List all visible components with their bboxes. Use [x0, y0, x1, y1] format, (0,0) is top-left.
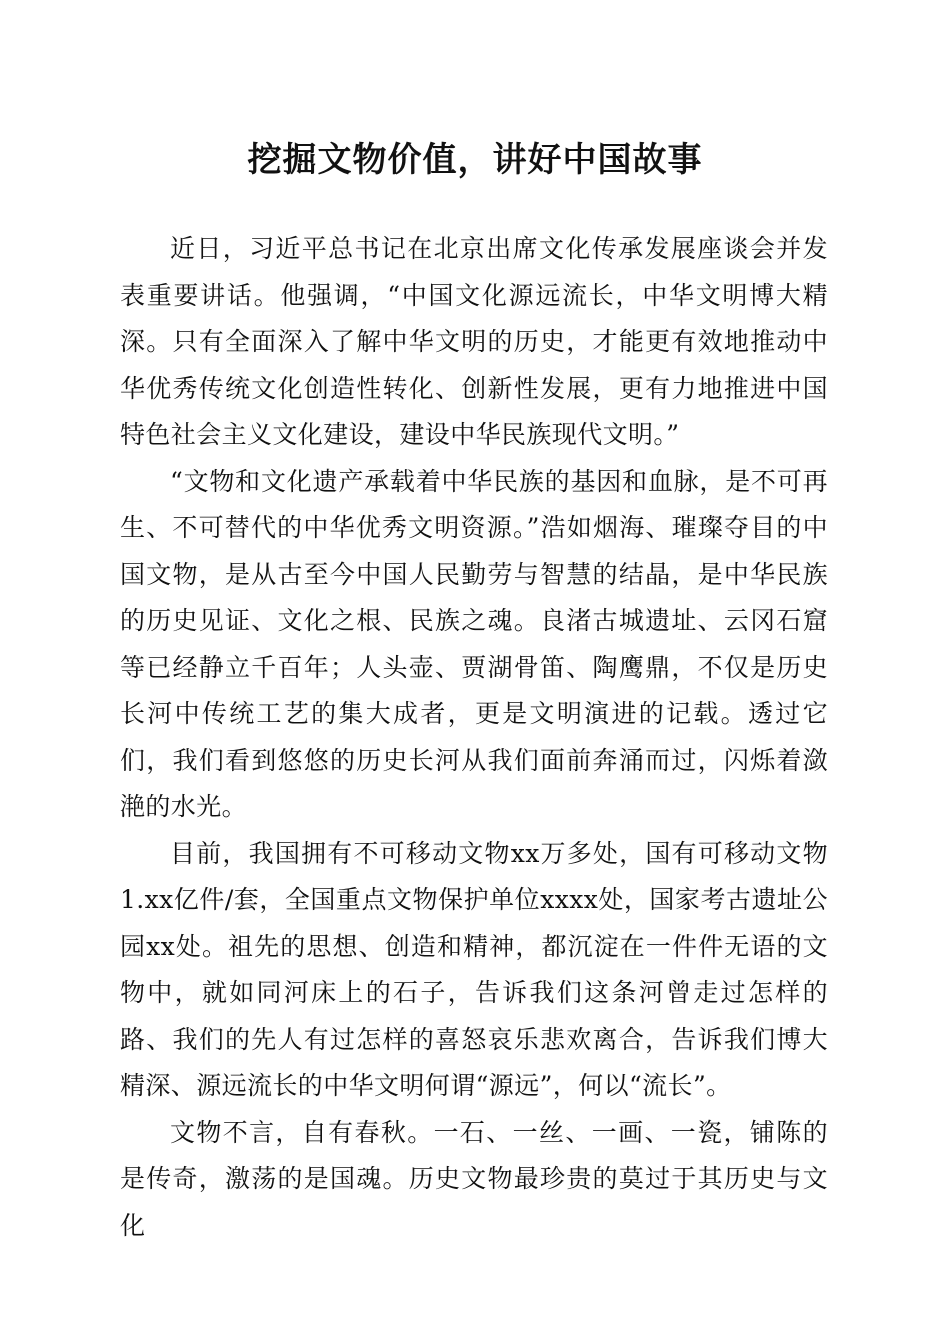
paragraph-1: 近日，习近平总书记在北京出席文化传承发展座谈会并发表重要讲话。他强调，“中国文化源远流长，中华文明博大精深。只有全面深入了解中华文明的历史，才能更有效地推动中华优秀传统文化创造性转化、创新性发展，更有力地推进中国特色社会主义文化建设，建设中华民族现代文明。”: [120, 234, 828, 449]
paragraph-2: “文物和文化遗产承载着中华民族的基因和血脉，是不可再生、不可替代的中华优秀文明资源。”浩如烟海、璀璨夺目的中国文物，是从古至今中国人民勤劳与智慧的结晶，是中华民族的历史见证、文化之根、民族之魂。良渚古城遗址、云冈石窟等已经静立千百年；人头壶、贾湖骨笛、陶鹰鼎，不仅是历史长河中传统工艺的集大成者，更是文明演进的记载。透过它们，我们看到悠悠的历史长河从我们面前奔涌而过，闪烁着潋滟的水光。: [120, 466, 828, 821]
paragraph-3: 目前，我国拥有不可移动文物xx万多处，国有可移动文物1.xx亿件/套，全国重点文物保护单位xxxx处，国家考古遗址公园xx处。祖先的思想、创造和精神，都沉淀在一件件无语的文物中，就如同河床上的石子，告诉我们这条河曾走过怎样的路、我们的先人有过怎样的喜怒哀乐悲欢离合，告诉我们博大精深、源远流长的中华文明何谓“源远”，何以“流长”。: [120, 838, 828, 1100]
paragraph-4: 文物不言，自有春秋。一石、一丝、一画、一瓷，铺陈的是传奇，激荡的是国魂。历史文物最珍贵的莫过于其历史与文化: [120, 1117, 828, 1240]
document-title: 挖掘文物价值，讲好中国故事: [247, 140, 703, 180]
document-body: [120, 226, 828, 1249]
